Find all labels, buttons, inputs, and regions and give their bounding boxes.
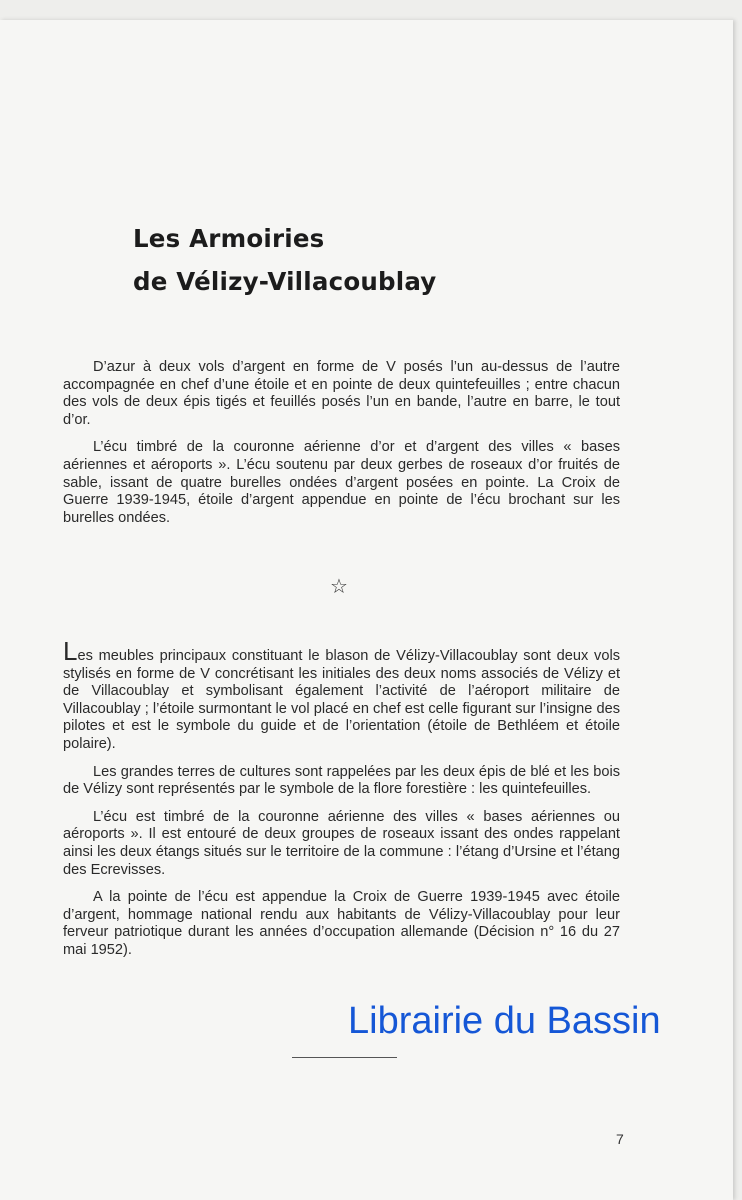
description-paragraph: Les grandes terres de cultures sont rappelées par les deux épis de blé et les bois de Vélizy sont représentés par le symbole de la flore forestière : les quintefeuilles. [63, 763, 620, 798]
description-paragraph: A la pointe de l’écu est appendue la Croix de Guerre 1939-1945 avec étoile d’argent, hommage national rendu aux habitants de Vélizy-Villacoublay pour leur ferveur patriotique durant les années d’occupation allemande (Décision n° 16 du 27 mai 1952). [63, 889, 620, 958]
description-paragraph [63, 636, 620, 754]
blazon-paragraph: L’écu timbré de la couronne aérienne d’or et d’argent des villes « bases aériennes et aéroports ». L’écu soutenu par deux gerbes de roseaux d’or fruités de sable, issant de quatre burelles ondées d’argent posées en pointe. La Croix de Guerre 1939-1945, étoile d’argent appendue en pointe de l’écu brochant sur les burelles ondées. [63, 439, 620, 526]
description-paragraph: L’écu est timbré de la couronne aérienne des villes « bases aériennes ou aéroports ». Il est entouré de deux groupes de roseaux issant des ondes rappelant ainsi les deux étangs situés sur le territoire de la commune : l’étang d’Ursine et l’étang des Ecrevisses. [63, 808, 620, 878]
page-number: 7 [616, 1131, 624, 1147]
description-paragraph-text: es meubles principaux constituant le blason de Vélizy-Villacoublay sont deux vols stylisés en forme de V concrétisant les initiales des deux noms associés de Vélizy et de Villacoublay et symbolisant également l’activité de l’aéroport militaire de Villacoublay ; l’étoile surmontant le vol placé en chef est celle figurant sur l’insigne des pilotes et est le symbole du guide et de l’orientation (étoile de Bethléem et étoile polaire). [63, 648, 620, 752]
title-line-2: de Vélizy-Villacoublay [133, 267, 437, 296]
section-rule [292, 1057, 397, 1058]
blazon-paragraph: D’azur à deux vols d’argent en forme de V posés l’un au-dessus de l’autre accompagnée en chef d’une étoile et en pointe de deux quintefeuilles ; entre chacun des vols de deux épis tigés et feuillés posés l’un en bande, l’autre en barre, le tout d’or. [63, 359, 620, 428]
page-title [133, 217, 436, 303]
title-line-1: Les Armoiries [133, 224, 325, 253]
watermark: Librairie du Bassin [348, 1000, 661, 1042]
description-section [63, 636, 620, 970]
drop-cap: L [63, 636, 78, 666]
star-separator-icon: ☆ [330, 574, 348, 598]
blazon-section [63, 359, 620, 537]
